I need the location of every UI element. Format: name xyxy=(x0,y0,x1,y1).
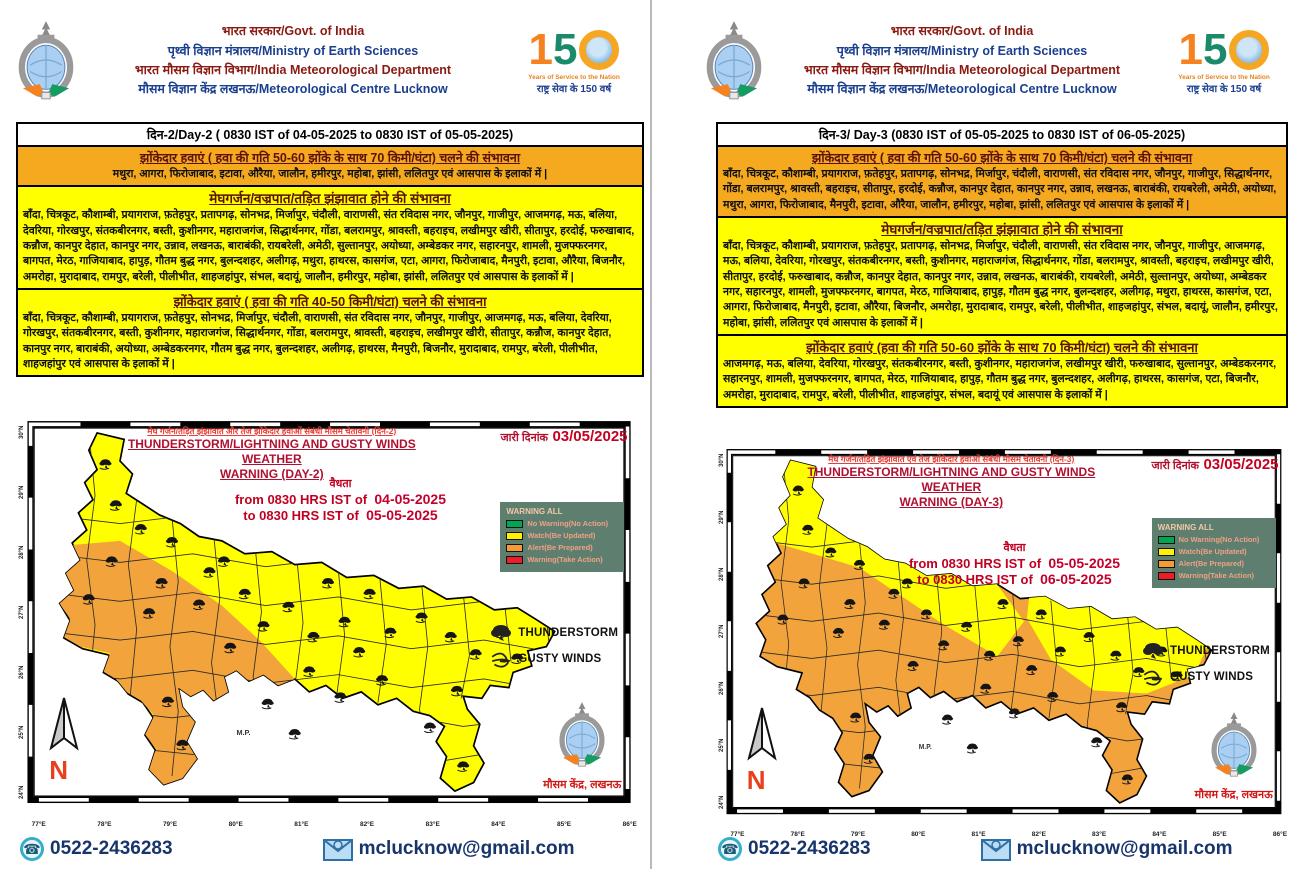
day2-gusty-50-60-section xyxy=(16,147,644,187)
lat-tick: 27°N xyxy=(19,605,25,619)
legend-title: WARNING ALL xyxy=(506,507,563,516)
phone-contact xyxy=(718,837,871,861)
lat-tick: 26°N xyxy=(719,681,725,695)
ministry-line: पृथ्वी विज्ञान मंत्रालय/Ministry of Earth Sciences xyxy=(167,43,419,58)
lon-tick: 80°E xyxy=(911,831,926,838)
lon-tick: 82°E xyxy=(1031,831,1046,838)
compass-icon xyxy=(47,696,81,754)
day2-gusty-40-50-section xyxy=(16,290,644,377)
validity-to: to 0830 HRS IST of 05-05-2025 xyxy=(243,507,438,523)
email-address[interactable]: mclucknow@gmail.com xyxy=(358,838,575,859)
north-label: N xyxy=(746,764,766,795)
govt-line: भारत सरकार/Govt. of India xyxy=(890,24,1034,39)
legend-label: Watch(Be Updated) xyxy=(1178,547,1247,556)
stamp-label: मौसम केंद्र, लखनऊ xyxy=(1194,789,1273,801)
imd-logo xyxy=(1208,710,1260,780)
contact-footer xyxy=(0,829,650,869)
lat-tick: 29°N xyxy=(19,485,25,499)
gusty-winds-icon xyxy=(490,650,512,668)
day3-thunderstorm-section xyxy=(716,218,1288,336)
logo150-tagline-hi: राष्ट्र सेवा के 150 वर्ष xyxy=(1186,83,1262,95)
centre-line: मौसम विज्ञान केंद्र लखनऊ/Meteorological Centre Lucknow xyxy=(807,82,1117,97)
legend-row xyxy=(1158,559,1270,568)
gusty-winds-icon xyxy=(1142,668,1164,686)
mc-lucknow-stamp xyxy=(543,700,621,792)
legend-row xyxy=(506,519,618,528)
legend-label: No Warning(No Action) xyxy=(527,519,609,528)
warning-legend xyxy=(500,502,624,572)
logo150-digit-5: 5 xyxy=(553,24,578,74)
legend-label: No Warning(No Action) xyxy=(1178,535,1260,544)
lon-tick: 82°E xyxy=(359,821,375,828)
lon-tick: 86°E xyxy=(622,821,637,828)
validity-label: वैधता xyxy=(1003,542,1026,554)
lat-tick: 28°N xyxy=(19,545,25,559)
phone-icon: ☎ xyxy=(20,837,44,861)
symbol-key xyxy=(1142,634,1270,693)
stamp-label: मौसम केंद्र, लखनऊ xyxy=(543,779,622,791)
lon-tick: 83°E xyxy=(425,821,440,828)
section-heading: झोंकेदार हवाएं ( हवा की गति 50-60 झोंके के साथ 70 किमी/घंटा) चलने की संभावना xyxy=(139,151,521,165)
150-years-logo xyxy=(1158,24,1290,95)
150-years-logo xyxy=(508,24,640,95)
issued-date: जारी दिनांक 03/05/2025 xyxy=(1151,456,1279,473)
phone-number: 0522-2436283 xyxy=(748,838,871,859)
red-swatch xyxy=(506,556,523,564)
logo150-digit-1: 1 xyxy=(528,24,553,74)
legend-label: Watch(Be Updated) xyxy=(527,531,596,540)
lat-tick: 26°N xyxy=(19,665,25,679)
day3-title-bar: दिन-3/ Day-3 (0830 IST of 05-05-2025 to 0830 IST of 06-05-2025) xyxy=(716,122,1288,147)
validity-to: to 0830 HRS IST of 06-05-2025 xyxy=(917,571,1112,587)
map-title-hindi: मेघ गर्जन/तड़ित झंझावात और तेज झोंकेदार हवाओं संबंधी मौसम चेतावनी (दिन-2) xyxy=(147,426,397,436)
longitude-axis xyxy=(730,831,1287,838)
lon-tick: 81°E xyxy=(971,831,986,838)
section-heading: मेघगर्जन/वज्रपात/तड़ित झंझावात होने की संभावना xyxy=(881,221,1123,237)
ministry-text xyxy=(766,22,1158,100)
lat-tick: 24°N xyxy=(19,785,25,799)
imd-logo xyxy=(556,700,608,770)
gusty-winds-label: GUSTY WINDS xyxy=(1169,671,1254,683)
legend-row xyxy=(1158,547,1270,556)
compass-icon xyxy=(745,706,779,764)
legend-label: Warning(Take Action) xyxy=(1178,571,1254,580)
map-title-english: THUNDERSTORM/LIGHTNING AND GUSTY WINDS WEATHER WARNING (DAY-2) xyxy=(127,437,416,481)
panel-day-3 xyxy=(650,0,1300,869)
lon-tick: 79°E xyxy=(850,831,866,838)
imd-line: भारत मौसम विज्ञान विभाग/India Meteorological Department xyxy=(803,63,1121,77)
validity-label: वैधता xyxy=(329,478,352,490)
thunderstorm-label: THUNDERSTORM xyxy=(518,627,619,639)
phone-number: 0522-2436283 xyxy=(50,838,173,859)
lon-tick: 85°E xyxy=(1212,831,1227,838)
orange-swatch xyxy=(506,544,523,552)
green-swatch xyxy=(1158,536,1175,544)
govt-line: भारत सरकार/Govt. of India xyxy=(221,24,365,39)
ministry-line: पृथ्वी विज्ञान मंत्रालय/Ministry of Earth Sciences xyxy=(836,43,1088,58)
day3-warning-map xyxy=(716,448,1290,840)
legend-row xyxy=(1158,535,1270,544)
phone-icon: ☎ xyxy=(718,837,742,861)
north-arrow xyxy=(745,706,779,795)
green-swatch xyxy=(506,520,523,528)
lon-tick: 80°E xyxy=(228,821,243,828)
validity-from: from 0830 HRS IST of 04-05-2025 xyxy=(234,491,446,507)
logo150-globe-icon xyxy=(579,30,619,70)
email-icon xyxy=(981,837,1011,861)
longitude-axis xyxy=(32,821,637,828)
lat-tick: 25°N xyxy=(19,725,25,739)
lon-tick: 86°E xyxy=(1272,831,1288,838)
day2-warning-map xyxy=(16,420,640,830)
phone-contact xyxy=(20,837,173,861)
lon-tick: 81°E xyxy=(294,821,309,828)
map-title-english: THUNDERSTORM/LIGHTNING AND GUSTY WINDS WEATHER WARNING (DAY-3) xyxy=(807,465,1096,509)
mc-lucknow-stamp xyxy=(1195,710,1273,802)
logo150-tagline-en: Years of Service to the Nation xyxy=(1178,73,1270,81)
section-heading: झोंकेदार हवाएं ( हवा की गति 40-50 किमी/घंटा) चलने की संभावना xyxy=(173,293,487,309)
imd-line: भारत मौसम विज्ञान विभाग/India Meteorological Department xyxy=(134,63,452,77)
district-list: मथुरा, आगरा, फिरोजाबाद, इटावा, औरैया, जालौन, हमीरपुर, महोबा, झांसी, ललितपुर एवं आसपास के इलाकों में | xyxy=(112,168,548,180)
district-list: बाँदा, चित्रकूट, कौशाम्बी, प्रयागराज, फ़तेहपुर, प्रतापगढ़, सोनभद्र, मिर्जापुर, चंदौली, वाराणसी, संत रविदास नगर, जौनपुर, गाजीपुर, सिद्धार्थनगर, गोंडा, बलरामपुर, श्रावस्ती, बहराइच, सीतापुर, हरदोई, कन्नौज, कानपुर देहात, कानपुर नगर, उन्नाव, लखनऊ, बाराबंकी, रायबरेली, अमेठी, अयोध्या, मथुरा, आगरा, फिरोजाबाद, मैनपुरी, इटावा, औरैया, जालौन, हमीरपुर, महोबा, झांसी, ललितपुर एवं आसपास के इलाकों में | xyxy=(723,168,1277,211)
lon-tick: 84°E xyxy=(1152,831,1167,838)
lat-tick: 25°N xyxy=(719,738,725,752)
validity-block xyxy=(184,476,496,523)
orange-swatch xyxy=(1158,560,1175,568)
lon-tick: 83°E xyxy=(1092,831,1107,838)
red-swatch xyxy=(1158,572,1175,580)
section-heading: मेघगर्जन/वज्रपात/तड़ित झंझावात होने की संभावना xyxy=(209,191,451,207)
yellow-swatch xyxy=(506,532,523,540)
lat-tick: 27°N xyxy=(719,624,725,638)
centre-line: मौसम विज्ञान केंद्र लखनऊ/Meteorological Centre Lucknow xyxy=(138,82,448,97)
lat-tick: 30°N xyxy=(719,453,725,467)
legend-label: Alert(Be Prepared) xyxy=(1178,559,1244,568)
logo150-tagline-hi: राष्ट्र सेवा के 150 वर्ष xyxy=(536,83,612,95)
imd-logo xyxy=(702,19,766,103)
legend-row xyxy=(506,543,618,552)
lon-tick: 85°E xyxy=(556,821,572,828)
legend-row xyxy=(506,531,618,540)
latitude-axis xyxy=(716,453,728,809)
letterhead xyxy=(652,0,1300,122)
legend-label: Alert(Be Prepared) xyxy=(527,543,593,552)
svg-text:M.P.: M.P. xyxy=(236,727,251,738)
email-contact xyxy=(323,837,575,861)
svg-text:M.P.: M.P. xyxy=(918,744,932,752)
symbol-key xyxy=(490,616,618,675)
lat-tick: 28°N xyxy=(719,567,725,581)
logo150-globe-icon xyxy=(1229,30,1269,70)
day2-thunderstorm-section xyxy=(16,187,644,290)
thunderstorm-icon xyxy=(1142,641,1164,661)
lon-tick: 77°E xyxy=(730,831,745,838)
section-heading: झोंकेदार हवाएं ( हवा की गति 50-60 झोंके के साथ 70 किमी/घंटा) चलने की संभावना xyxy=(811,151,1193,165)
section-heading: झोंकेदार हवाएं (हवा की गति 50-60 झोंके के साथ 70 किमी/घंटा) चलने की संभावना xyxy=(806,339,1198,355)
map-title xyxy=(791,454,1112,510)
lon-tick: 78°E xyxy=(790,831,805,838)
north-arrow xyxy=(47,696,81,785)
thunderstorm-label: THUNDERSTORM xyxy=(1169,645,1270,657)
district-list: बाँदा, चित्रकूट, कौशाम्बी, प्रयागराज, फ़तेहपुर, प्रतापगढ़, सोनभद्र, मिर्जापुर, चंदौली, वाराणसी, संत रविदास नगर, जौनपुर, गाजीपुर, आजमगढ़, मऊ, बलिया, देवरिया, गोरखपुर, संतकबीरनगर, बस्ती, कुशीनगर, महाराजगंज, सिद्धार्थनगर, गोंडा, बलरामपुर, श्रावस्ती, बहराइच, लखीमपुर खीरी, सीतापुर, हरदोई, फरुखाबाद, कन्नौज, कानपुर देहात, कानपुर नगर, उन्नाव, लखनऊ, बाराबंकी, रायबरेली, अमेठी, सुल्तानपुर, अयोध्या, अम्बेडकर नगर, सहारनपुर, शामली, मुजफ्फरनगर, बागपत, मेरठ, गाजियाबाद, हापुड़, गौतम बुद्ध नगर, बुलन्दशहर, अलीगढ़, मथुरा, हाथरस, कासगंज, एटा, आगरा, फिरोजाबाद, मैनपुरी, इटावा, औरैया, बिजनौर, अमरोहा, मुरादाबाद, रामपुर, बरेली, पीलीभीत, शाहजहांपुर, संभल, बदायूं, जालौन, हमीरपुर, महोबा, झांसी, ललितपुर एवं आसपास के इलाकों में | xyxy=(723,239,1278,329)
legend-title: WARNING ALL xyxy=(1157,523,1214,532)
lon-tick: 78°E xyxy=(97,821,112,828)
ministry-text xyxy=(78,22,508,100)
email-address[interactable]: mclucknow@gmail.com xyxy=(1016,838,1233,859)
legend-label: Warning(Take Action) xyxy=(527,555,603,564)
lon-tick: 77°E xyxy=(31,821,46,828)
issued-date: जारी दिनांक 03/05/2025 xyxy=(500,428,628,445)
logo150-digit-1: 1 xyxy=(1178,24,1203,74)
district-list: बाँदा, चित्रकूट, कौशाम्बी, प्रयागराज, फ़तेहपुर, प्रतापगढ़, सोनभद्र, मिर्जापुर, चंदौली, वाराणसी, संत रविदास नगर, जौनपुर, गाजीपुर, आजमगढ़, मऊ, बलिया, देवरिया, गोरखपुर, संतकबीरनगर, बस्ती, कुशीनगर, महाराजगंज, सिद्धार्थनगर, गोंडा, बलरामपुर, श्रावस्ती, बहराइच, लखीमपुर खीरी, सीतापुर, हरदोई, फरुखाबाद, कन्नौज, कानपुर देहात, कानपुर नगर, उन्नाव, लखनऊ, बाराबंकी, रायबरेली, अमेठी, सुल्तानपुर, अयोध्या, अम्बेडकर नगर, सहारनपुर, शामली, मुजफ्फरनगर, बागपत, मेरठ, गाजियाबाद, हापुड़, गौतम बुद्ध नगर, बुलन्दशहर, अलीगढ़, मथुरा, हाथरस, कासगंज, एटा, आगरा, फिरोजाबाद, मैनपुरी, इटावा, औरैया, बिजनौर, अमरोहा, मुरादाबाद, रामपुर, बरेली, पीलीभीत, शाहजहांपुर, संभल, बदायूं, जालौन, हमीरपुर, महोबा, झांसी, ललितपुर एवं आसपास के इलाकों में | xyxy=(23,209,635,283)
district-list: आजमगढ़, मऊ, बलिया, देवरिया, गोरखपुर, संतकबीरनगर, बस्ती, कुशीनगर, महाराजगंज, लखीमपुर खीरी, फरुखाबाद, सुल्तानपुर, अम्बेडकरनगर, सहारनपुर, शामली, मुजफ्फरनगर, बागपत, मेरठ, गाजियाबाद, हापुड़, गौतम बुद्ध नगर, बुलन्दशहर, अलीगढ़, हाथरस, कासगंज, एटा, बिजनौर, अमरोहा, मुरादाबाद, रामपुर, बरेली, पीलीभीत, शाहजहांपुर, संभल, बदायूं एवं आसपास के इलाकों में | xyxy=(723,357,1277,401)
yellow-swatch xyxy=(1158,548,1175,556)
map-title-hindi: मेघ गर्जन/तड़ित झंझावात एवं तेज झोंकेदार हवाओं संबंधी मौसम चेतावनी (दिन-3) xyxy=(828,454,1075,464)
logo150-tagline-en: Years of Service to the Nation xyxy=(528,73,620,81)
day3-gusty-50-60-section xyxy=(716,147,1288,218)
lat-tick: 24°N xyxy=(719,795,725,809)
legend-row xyxy=(1158,571,1270,580)
validity-from: from 0830 HRS IST of 05-05-2025 xyxy=(908,555,1120,571)
legend-row xyxy=(506,555,618,564)
imd-logo xyxy=(14,19,78,103)
letterhead xyxy=(0,0,650,122)
map-title xyxy=(97,426,446,482)
lat-tick: 29°N xyxy=(719,510,725,524)
lon-tick: 79°E xyxy=(162,821,178,828)
email-icon xyxy=(323,837,353,861)
day3-gusty-50-60-wind-section xyxy=(716,336,1288,408)
validity-block xyxy=(871,540,1158,587)
thunderstorm-icon xyxy=(490,623,512,643)
warning-legend xyxy=(1152,518,1276,588)
lon-tick: 84°E xyxy=(491,821,506,828)
north-label: N xyxy=(49,754,68,785)
logo150-digit-5: 5 xyxy=(1203,24,1228,74)
latitude-axis xyxy=(16,425,28,799)
email-contact xyxy=(981,837,1233,861)
lat-tick: 30°N xyxy=(19,425,25,439)
day2-title-bar: दिन-2/Day-2 ( 0830 IST of 04-05-2025 to 0830 IST of 05-05-2025) xyxy=(16,122,644,147)
gusty-winds-label: GUSTY WINDS xyxy=(518,653,602,665)
district-list: बाँदा, चित्रकूट, कौशाम्बी, प्रयागराज, फ़तेहपुर, सोनभद्र, मिर्जापुर, चंदौली, वाराणसी, संत रविदास नगर, जौनपुर, गाजीपुर, आजमगढ़, मऊ, बलिया, देवरिया, गोरखपुर, संतकबीरनगर, बस्ती, कुशीनगर, महाराजगंज, सिद्धार्थनगर, गोंडा, बलरामपुर, श्रावस्ती, बहराइच, लखीमपुर खीरी, सीतापुर, कन्नौज, कानपुर देहात, कानपुर नगर, बाराबंकी, अयोध्या, अम्बेडकरनगर, गौतम बुद्ध नगर, बुलन्दशहर, अलीगढ़, हाथरस, मैनपुरी, बिजनौर, मुरादाबाद, रामपुर, बरेली, पीलीभीत, शाहजहांपुर एवं आसपास के इलाकों में | xyxy=(23,311,612,370)
